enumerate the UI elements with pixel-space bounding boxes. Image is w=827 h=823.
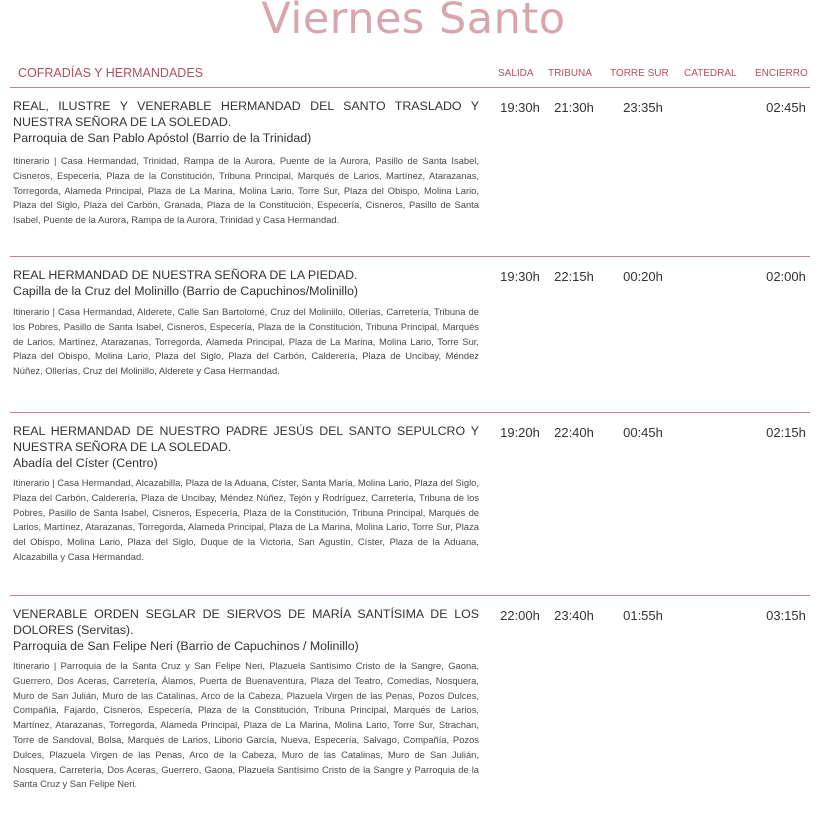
hermandad-title: REAL HERMANDAD DE NUESTRO PADRE JESÚS DEL SANTO SEPULCRO Y NUESTRA SEÑORA DE LA SOLEDAD. [13,424,479,454]
time-encierro: 02:00h [766,269,806,284]
time-torre-sur: 00:45h [623,425,663,440]
hermandad-title: VENERABLE ORDEN SEGLAR DE SIERVOS DE MARÍA SANTÍSIMA DE LOS DOLORES (Servitas). [13,607,479,637]
table-row [10,413,810,596]
time-salida: 19:30h [500,100,540,115]
header-torre-sur: TORRE SUR [610,68,669,79]
table-row [10,88,810,257]
header-salida: SALIDA [498,68,534,79]
hermandad-name [13,423,479,471]
itinerary: Itinerario | Casa Hermandad, Alderete, Calle San Bartolomé, Cruz del Molinillo, Ollerías, Carretería, Tribuna de los Pobres, Pasillo de Santa Isabel, Cisneros, Especería, Plaza de la Constitución, Tribuna Principal, Marqués de Larios, Martínez, Atarazanas, Torregorda, Alameda Principal, Plaza de La Marina, Molina Lario, Torre Sur, Plaza del Obispo, Molina Lario, Plaza del Siglo, Plaza del Carbón, Calderería, Plaza de Uncibay, Méndez Núñez, Ollerías, Cruz del Molinillo, Alderete y Casa Hermandad. [13,306,479,377]
hermandad-title: REAL HERMANDAD DE NUESTRA SEÑORA DE LA PIEDAD. [13,268,358,282]
header-catedral: CATEDRAL [684,68,737,79]
itinerary: Itinerario | Casa Hermandad, Alcazabilla, Plaza de la Aduana, Císter, Santa María, Molina Lario, Plaza del Siglo, Plaza del Carbón, Calderería, Plaza de Uncibay, Méndez Núñez, Tejón y Rodríguez, Carretería, Tribuna de los Pobres, Pasillo de Santa Isabel, Cisneros, Especería, Plaza de la Constitución, Tribuna Principal, Marqués de Larios, Martínez, Atarazanas, Torregorda, Alameda Principal, Plaza de La Marina, Molina Lario, Torre Sur, Plaza del Obispo, Molina Lario, Plaza del Siglo, Duque de la Victoria, San Agustín, Císter, Plaza de la Aduana, Alcazabilla y Casa Hermandad. [13,477,479,562]
table-header [10,63,810,88]
header-encierro: ENCIERRO [755,68,808,79]
time-torre-sur: 00:20h [623,269,663,284]
header-tribuna: TRIBUNA [548,68,592,79]
hermandad-name [13,606,479,654]
page-title: Viernes Santo [261,0,566,44]
time-salida: 19:20h [500,425,540,440]
time-encierro: 02:45h [766,100,806,115]
time-tribuna: 21:30h [554,100,594,115]
time-salida: 22:00h [500,608,540,623]
hermandad-title: REAL, ILUSTRE Y VENERABLE HERMANDAD DEL SANTO TRASLADO Y NUESTRA SEÑORA DE LA SOLEDAD. [13,99,479,129]
table-row [10,596,810,823]
table-row [10,257,810,413]
time-torre-sur: 23:35h [623,100,663,115]
itinerary: Itinerario | Casa Hermandad, Trinidad, Rampa de la Aurora, Puente de la Aurora, Pasillo de Santa Isabel, Cisneros, Especería, Plaza de la Constitución, Tribuna Principal, Marqués de Larios, Martínez, Atarazanas, Torregorda, Alameda Principal, Plaza de La Marina, Molina Lario, Torre Sur, Plaza del Obispo, Molina Lario, Plaza del Siglo, Plaza del Carbón, Granada, Plaza de la Constitución, Especería, Cisneros, Pasillo de Santa Isabel, Puente de la Aurora, Rampa de la Aurora, Trinidad y Casa Hermandad. [13,155,479,226]
hermandad-name [13,267,479,299]
time-salida: 19:30h [500,269,540,284]
header-cofradias: COFRADÍAS Y HERMANDADES [18,66,203,80]
hermandad-place: Capilla de la Cruz del Molinillo (Barrio de Capuchinos/Molinillo) [13,284,359,298]
itinerary: Itinerario | Parroquia de la Santa Cruz y San Felipe Neri, Plazuela Santísimo Cristo de la Sangre, Gaona, Guerrero, Dos Aceras, Carretería, Álamos, Puerta de Buenaventura, Plaza del Teatro, Comedias, Nosquera, Muro de San Julián, Muro de las Catalinas, Arco de la Cabeza, Plazuela Virgen de las Penas, Pozos Dulces, Compañía, Fajardo, Cisneros, Especería, Plaza de la Constitución, Tribuna Principal, Marqués de Larios, Martínez, Atarazanas, Torregorda, Alameda Principal, Plaza de La Marina, Molina Lario, Torre Sur, Strachan, Torre de Sandoval, Bolsa, Marqués de Larios, Liborio García, Nueva, Especería, Salvago, Compañía, Pozos Dulces, Plazuela Virgen de las Penas, Arco de la Cabeza, Muro de las Catalinas, Muro de San Julián, Nosquera, Carretería, Dos Aceras, Guerrero, Gaona, Plazuela Santísimo Cristo de la Sangre y Parroquia de la Santa Cruz y San Felipe Neri. [13,660,479,790]
time-encierro: 02:15h [766,425,806,440]
hermandad-place: Parroquia de San Pablo Apóstol (Barrio de la Trinidad) [13,131,312,145]
hermandad-place: Abadía del Císter (Centro) [13,456,158,470]
time-torre-sur: 01:55h [623,608,663,623]
hermandad-place: Parroquia de San Felipe Neri (Barrio de Capuchinos / Molinillo) [13,639,359,653]
time-tribuna: 22:15h [554,269,594,284]
time-encierro: 03:15h [766,608,806,623]
hermandad-name [13,98,479,146]
time-tribuna: 23:40h [554,608,594,623]
time-tribuna: 22:40h [554,425,594,440]
